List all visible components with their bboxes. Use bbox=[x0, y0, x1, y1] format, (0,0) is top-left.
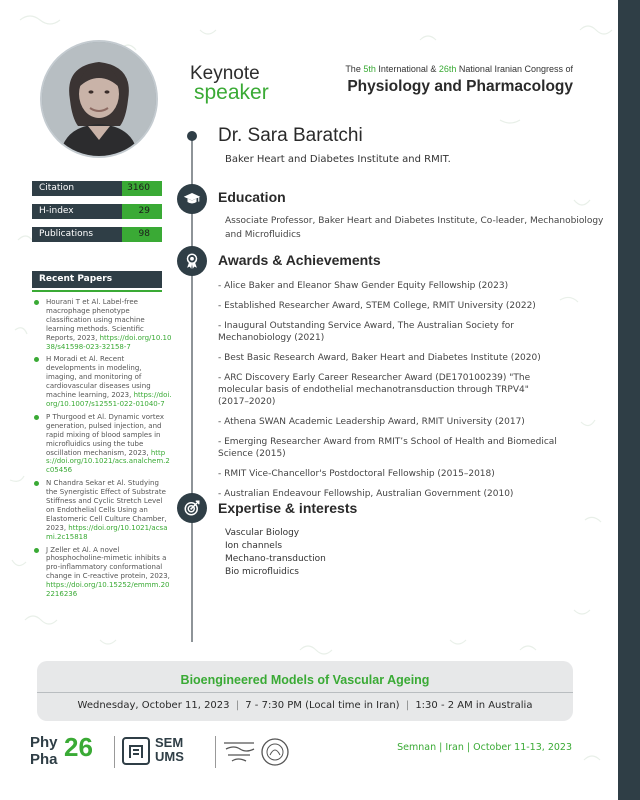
speaker-name: Dr. Sara Baratchi bbox=[218, 125, 363, 146]
metric-label: H-index bbox=[32, 204, 122, 219]
award-medal-icon bbox=[183, 252, 201, 270]
expertise-item: Vascular Biology bbox=[225, 528, 300, 538]
congress-text-end: National Iranian Congress of bbox=[456, 64, 573, 74]
talk-time-australia: 1:30 - 2 AM in Australia bbox=[415, 700, 533, 711]
award-item: - Established Researcher Award, STEM College, RMIT University (2022) bbox=[218, 301, 536, 311]
paper-item bbox=[34, 479, 172, 541]
graduation-cap-icon bbox=[183, 190, 201, 208]
recent-papers-underline bbox=[32, 290, 162, 292]
timeline-dot bbox=[187, 131, 197, 141]
award-item: - Athena SWAN Academic Leadership Award, RMIT University (2017) bbox=[218, 417, 525, 427]
paper-text: N Chandra Sekar et Al. Studying the Synergistic Effect of Substrate Stiffness and Cyclic Stretch Level on Endothelial Cells Using an Elastomeric Cell Culture Chamber, 2023, bbox=[46, 479, 167, 532]
metric-value: 98 bbox=[122, 227, 162, 242]
event-location-dates: Semnan | Iran | October 11-13, 2023 bbox=[397, 742, 572, 753]
target-icon bbox=[183, 499, 201, 517]
society-script-icon bbox=[222, 737, 258, 767]
congress-5th: 5th bbox=[363, 64, 376, 74]
iranian-society-logo bbox=[222, 734, 292, 770]
logos-row bbox=[30, 732, 330, 772]
education-title: Education bbox=[218, 189, 286, 205]
paper-text: J Zeller et Al. A novel phosphocholine-mimetic inhibits a pro-inflammatory conformational change in C-reactive protein, 2023, bbox=[46, 545, 170, 581]
speaker-word: speaker bbox=[194, 81, 269, 104]
congress-text-the: The bbox=[345, 64, 364, 74]
recent-papers-list bbox=[34, 298, 172, 603]
award-item: - Alice Baker and Eleanor Shaw Gender Equity Fellowship (2023) bbox=[218, 281, 509, 291]
phypha-number: 26 bbox=[64, 732, 93, 762]
metric-h-index bbox=[32, 204, 162, 219]
phypha-text-2: Pha bbox=[30, 751, 58, 768]
expertise-title: Expertise & interests bbox=[218, 500, 358, 516]
paper-doi-link[interactable]: https://doi.org/10.15252/emmm.202216236 bbox=[46, 581, 170, 599]
metric-value: 29 bbox=[122, 204, 162, 219]
expertise-item: Mechano-transduction bbox=[225, 554, 326, 564]
paper-doi-link[interactable]: https://doi.org/10.1007/s12551-022-01040-7 bbox=[46, 391, 172, 408]
talk-schedule bbox=[37, 700, 573, 711]
logo-divider bbox=[215, 736, 216, 768]
paper-text: H Moradi et Al. Recent developments in modeling, imaging, and monitoring of cardiovascular diseases using machine learning, 2023, bbox=[46, 355, 151, 400]
semums-text-2: UMS bbox=[155, 749, 184, 764]
phypha-text-1: Phy bbox=[30, 734, 58, 751]
right-accent-bar bbox=[618, 0, 640, 800]
education-line-1: Associate Professor, Baker Heart and Diabetes Institute, Co-leader, Mechanobiology bbox=[225, 216, 604, 226]
award-item: - Inaugural Outstanding Service Award, The Australian Society for Mechanobiology (2021) bbox=[218, 321, 514, 343]
metric-publications bbox=[32, 227, 162, 242]
paper-text: P Thurgood et Al. Dynamic vortex generation, pulsed injection, and rapid mixing of blood samples in microfluidics using the tube oscillation mechanism, 2023, bbox=[46, 412, 164, 457]
keynote-speaker-heading bbox=[190, 64, 269, 103]
award-item: - Best Basic Research Award, Baker Heart and Diabetes Institute (2020) bbox=[218, 353, 541, 363]
semums-logo bbox=[122, 734, 210, 770]
education-line-2: and Microfluidics bbox=[225, 230, 301, 240]
paper-doi-link[interactable]: https://doi.org/10.1021/acs.analchem.2c05456 bbox=[46, 448, 170, 475]
metric-citation bbox=[32, 181, 162, 196]
bullet-icon bbox=[34, 548, 39, 553]
award-item: - Australian Endeavour Fellowship, Australian Government (2010) bbox=[218, 489, 514, 499]
expertise-icon-badge bbox=[177, 493, 207, 523]
bullet-icon bbox=[34, 415, 39, 420]
awards-title: Awards & Achievements bbox=[218, 252, 381, 268]
congress-heading bbox=[318, 64, 573, 96]
congress-text-mid: International & bbox=[375, 64, 439, 74]
paper-doi-link[interactable]: https://doi.org/10.1038/s41598-023-32158-7 bbox=[46, 333, 172, 351]
bullet-icon bbox=[34, 300, 39, 305]
paper-doi-link[interactable]: https://doi.org/10.1021/acsami.2c15818 bbox=[46, 523, 168, 541]
metric-label: Citation bbox=[32, 181, 122, 196]
expertise-list bbox=[225, 527, 326, 579]
semums-emblem-icon bbox=[122, 737, 150, 765]
paper-text: Hourani T et Al. Label-free macrophage phenotype classification using machine learning methods. Scientific Reports, 2023, bbox=[46, 298, 145, 342]
separator: | bbox=[405, 700, 410, 711]
talk-divider bbox=[37, 692, 573, 693]
bullet-icon bbox=[34, 481, 39, 486]
awards-list bbox=[218, 280, 558, 508]
paper-item bbox=[34, 546, 172, 599]
speaker-portrait-icon bbox=[42, 42, 156, 156]
expertise-item: Bio microfluidics bbox=[225, 567, 299, 577]
paper-item bbox=[34, 413, 172, 475]
congress-subtitle bbox=[318, 64, 573, 74]
congress-26th: 26th bbox=[438, 64, 457, 74]
award-item: - Emerging Researcher Award from RMIT’s School of Health and Biomedical Science (2015) bbox=[218, 437, 557, 459]
metrics-panel bbox=[32, 181, 162, 250]
paper-item bbox=[34, 355, 172, 408]
award-item: - RMIT Vice-Chancellor's Postdoctoral Fellowship (2015–2018) bbox=[218, 469, 495, 479]
recent-papers-heading: Recent Papers bbox=[32, 271, 162, 288]
logo-divider bbox=[114, 736, 115, 768]
congress-title: Physiology and Pharmacology bbox=[347, 78, 573, 95]
talk-date: Wednesday, October 11, 2023 bbox=[77, 700, 230, 711]
education-icon-badge bbox=[177, 184, 207, 214]
separator: | bbox=[235, 700, 240, 711]
speaker-photo bbox=[42, 42, 156, 156]
speaker-affiliation: Baker Heart and Diabetes Institute and RMIT. bbox=[225, 154, 451, 165]
award-item: - ARC Discovery Early Career Researcher Award (DE170100239) "The molecular basis of endothelial mechanotransduction through TRPV4" (2017–2020) bbox=[218, 373, 531, 407]
phypha-logo bbox=[30, 732, 108, 772]
talk-time-iran: 7 - 7:30 PM (Local time in Iran) bbox=[245, 700, 400, 711]
semums-text-1: SEM bbox=[155, 735, 184, 750]
keynote-word: Keynote bbox=[190, 63, 260, 84]
metric-label: Publications bbox=[32, 227, 122, 242]
society-seal-icon bbox=[260, 737, 290, 767]
bullet-icon bbox=[34, 357, 39, 362]
talk-title: Bioengineered Models of Vascular Ageing bbox=[180, 673, 430, 687]
expertise-item: Ion channels bbox=[225, 541, 283, 551]
awards-icon-badge bbox=[177, 246, 207, 276]
paper-item bbox=[34, 298, 172, 351]
talk-panel bbox=[37, 661, 573, 721]
education-text bbox=[225, 214, 603, 242]
metric-value: 3160 bbox=[122, 181, 162, 196]
